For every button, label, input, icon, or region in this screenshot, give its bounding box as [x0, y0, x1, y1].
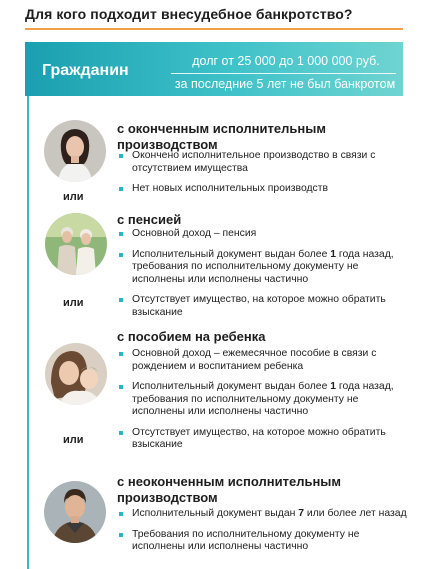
list-item: Основной доход – ежемесячное пособие в связи с рождением и воспитанием ребенка [117, 348, 407, 373]
list-item: Отсутствует имущество, на которое можно обратить взыскание [117, 427, 407, 452]
citizen-banner [25, 42, 403, 96]
list-item: Исполнительный документ выдан более 1 года назад, требования по исполнительному документу не исполнены или исполнены частично [117, 381, 407, 419]
connector-label: или [63, 297, 84, 309]
list-item: Нет новых исполнительных производств [117, 183, 407, 196]
list-item: Требования по исполнительному документу не исполнены или исполнены частично [117, 529, 407, 554]
bullet-list [117, 228, 407, 327]
banner-divider [171, 73, 396, 74]
list-item: Отсутствует имущество, на которое можно обратить взыскание [117, 294, 407, 319]
mother-and-child-photo [45, 343, 107, 405]
list-item: Исполнительный документ выдан 7 или более лет назад [117, 508, 407, 521]
young-man-portrait [44, 481, 106, 543]
section-title: с пенсией [117, 212, 182, 227]
section-title: с оконченным исполнительным производством [117, 121, 326, 152]
list-item: Исполнительный документ выдан более 1 года назад, требования по исполнительному документу не исполнены или исполнены частично [117, 249, 407, 287]
page-title: Для кого подходит внесудебное банкротство? [25, 6, 353, 22]
section-title: с неоконченным исполнительным производством [117, 474, 342, 505]
list-item: Основной доход – пенсия [117, 228, 407, 241]
timeline-line [27, 96, 29, 569]
section-title: с пособием на ребенка [117, 329, 266, 344]
connector-label: или [63, 191, 84, 203]
young-woman-portrait [44, 120, 106, 182]
banner-title: Гражданин [42, 62, 129, 79]
elderly-couple-photo [45, 213, 107, 275]
bullet-list [117, 348, 407, 460]
banner-bankruptcy-condition: за последние 5 лет не был банкротом [174, 77, 396, 91]
connector-label: или [63, 434, 84, 446]
banner-debt-condition: долг от 25 000 до 1 000 000 руб. [192, 54, 380, 68]
bullet-list [117, 508, 407, 562]
title-underline [25, 28, 403, 30]
list-item: Окончено исполнительное производство в связи с отсутствием имущества [117, 150, 407, 175]
bullet-list [117, 150, 407, 204]
